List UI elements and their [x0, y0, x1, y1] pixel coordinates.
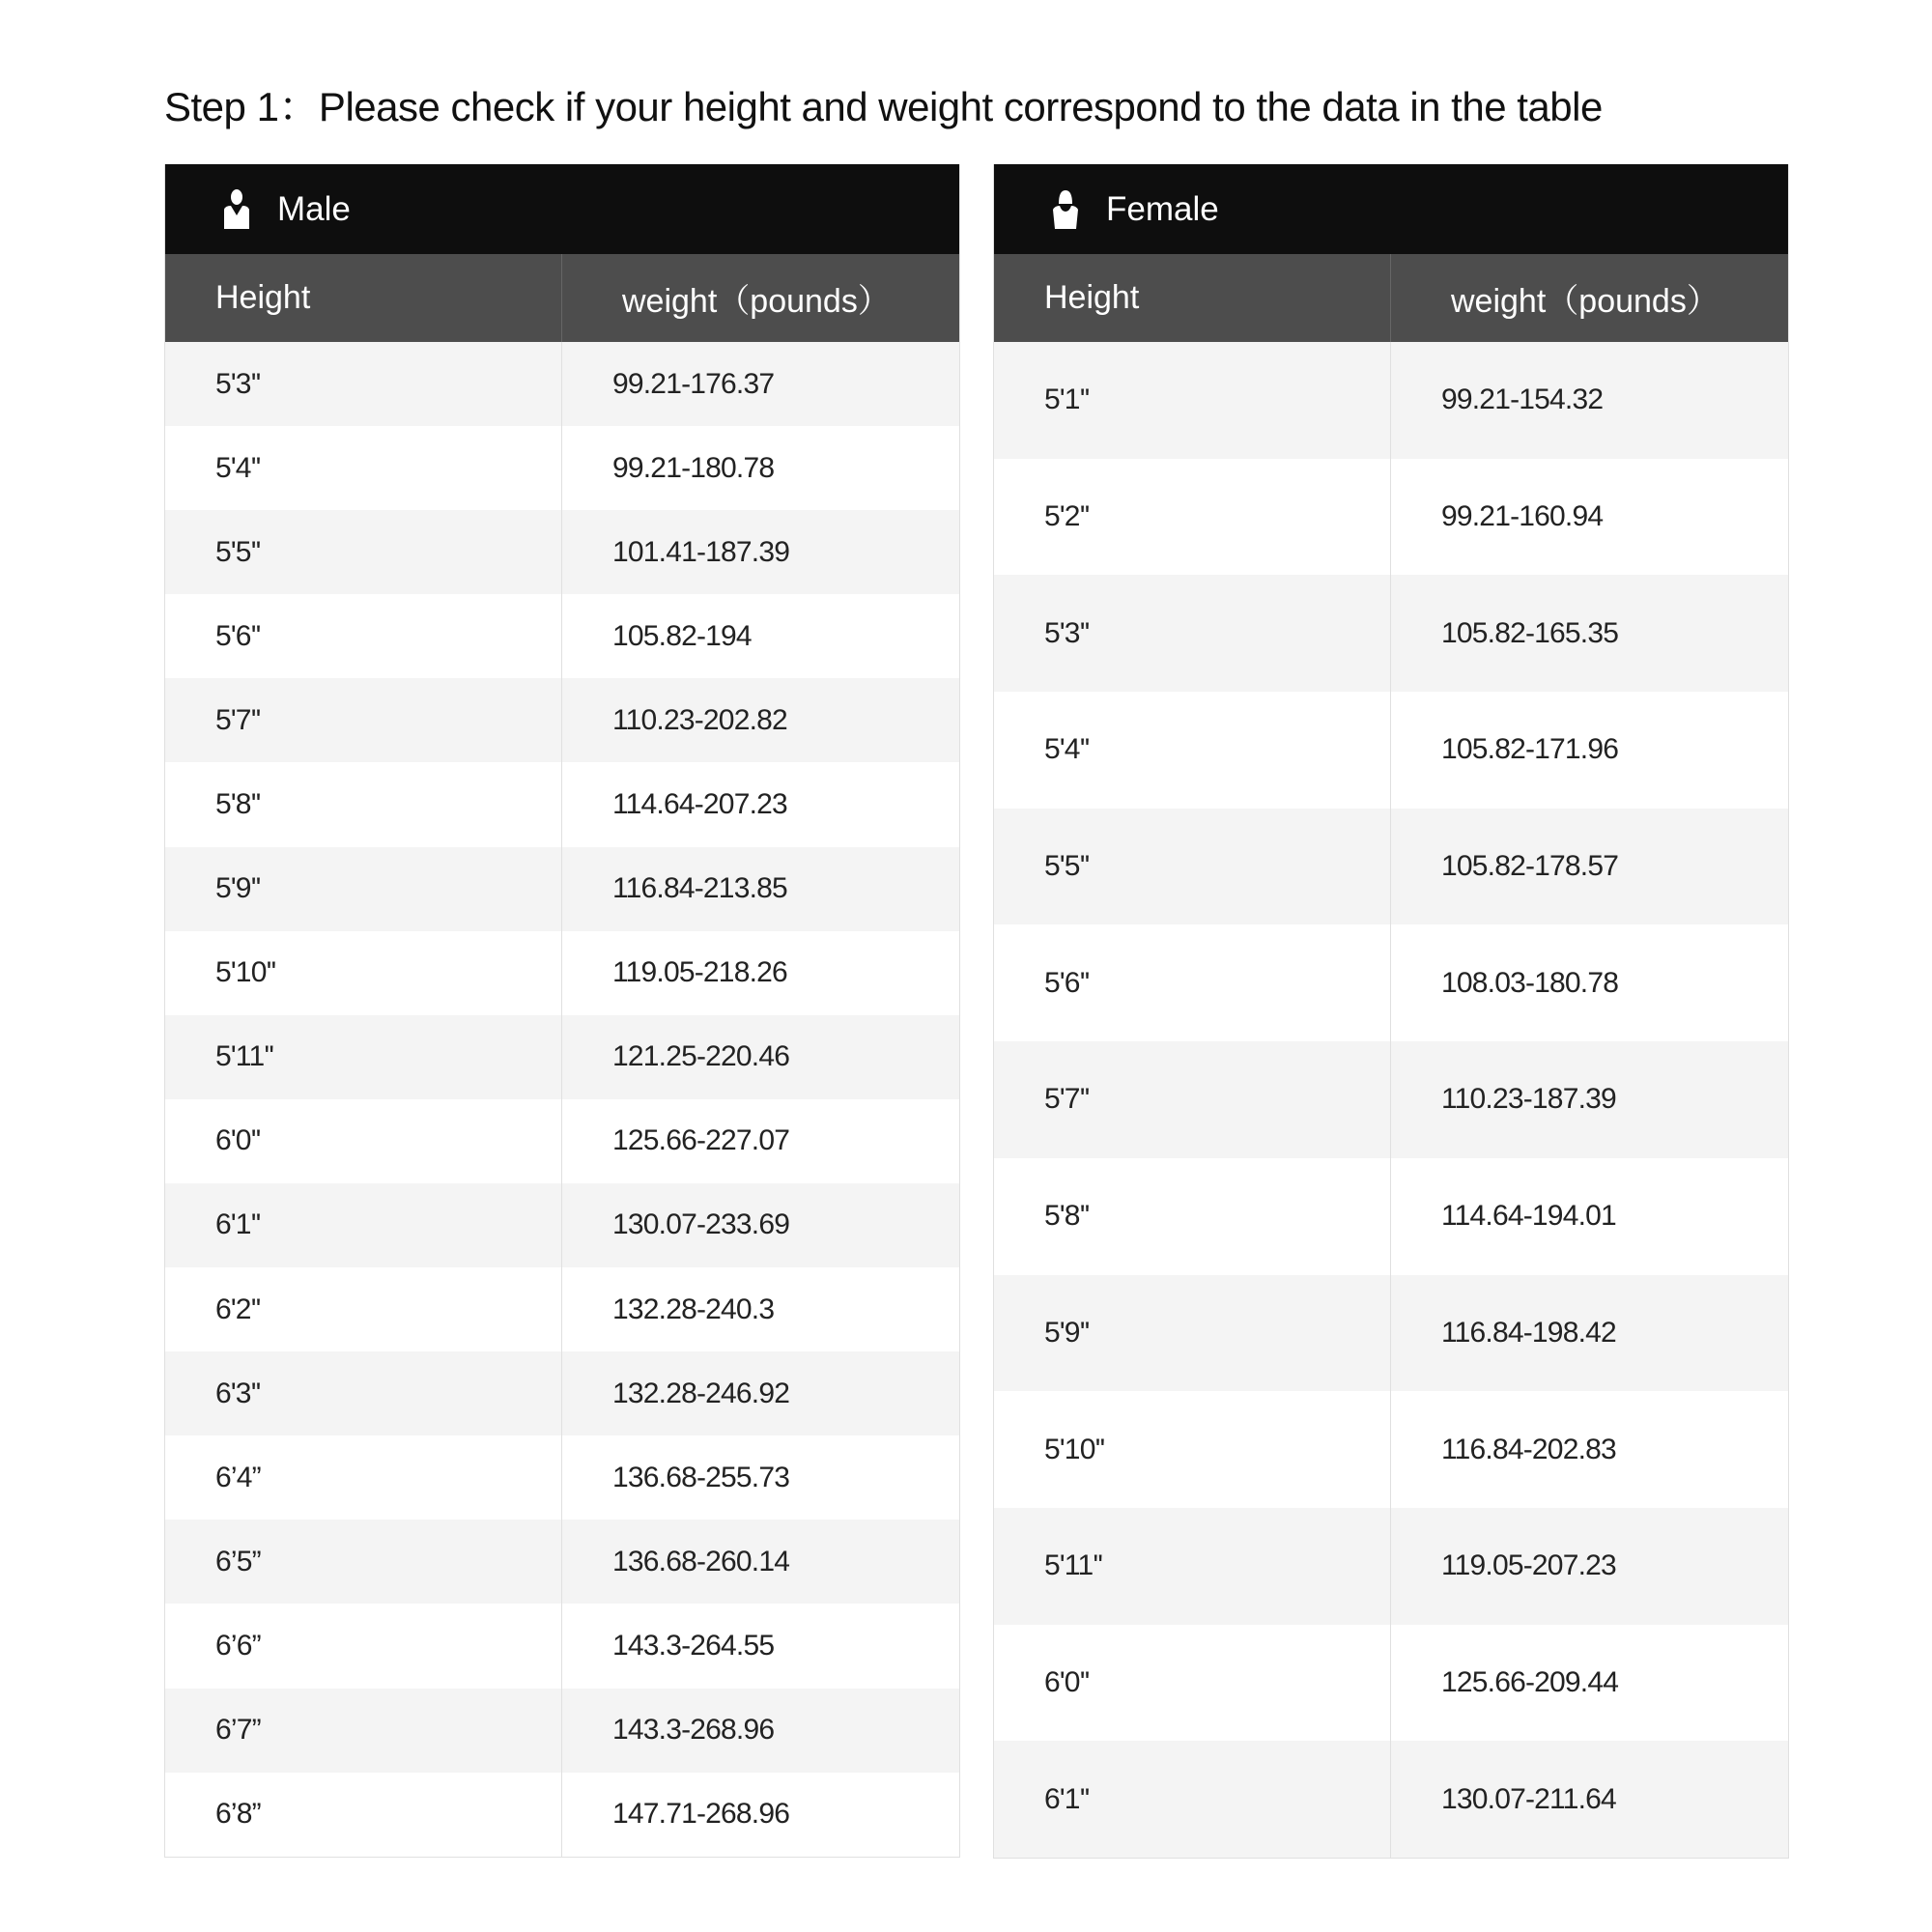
- weight-cell: 119.05-207.23: [1441, 1549, 1616, 1582]
- height-cell: 6'3'': [165, 1351, 562, 1435]
- table-row: [994, 1158, 1788, 1275]
- weight-cell: 136.68-260.14: [612, 1545, 790, 1577]
- height-cell: 5'9'': [994, 1275, 1391, 1392]
- weight-cell: 101.41-187.39: [612, 535, 790, 568]
- weight-cell: 132.28-240.3: [612, 1293, 775, 1325]
- weight-cell: 105.82-165.35: [1441, 616, 1619, 649]
- weight-cell: 105.82-171.96: [1441, 733, 1619, 766]
- height-cell: 5'7'': [165, 678, 562, 762]
- weight-cell: 147.71-268.96: [612, 1798, 790, 1831]
- weight-cell: 99.21-160.94: [1441, 500, 1604, 533]
- height-cell: 5'7'': [994, 1041, 1391, 1158]
- height-cell: 5'11'': [165, 1015, 562, 1099]
- weight-cell: 136.68-255.73: [612, 1461, 790, 1493]
- height-cell: 5'3'': [994, 575, 1391, 692]
- height-cell: 6’5”: [165, 1520, 562, 1604]
- table-row: [165, 678, 959, 762]
- table-row: [165, 1604, 959, 1688]
- table-row: [165, 1773, 959, 1857]
- height-cell: 6’4”: [165, 1435, 562, 1520]
- height-cell: 6’6”: [165, 1604, 562, 1688]
- height-column-header: Height: [165, 254, 562, 342]
- weight-cell: 121.25-220.46: [612, 1040, 790, 1073]
- height-cell: 6’7”: [165, 1689, 562, 1773]
- weight-cell: 125.66-227.07: [612, 1124, 790, 1157]
- weight-column-header: weight（pounds）: [622, 283, 891, 320]
- table-row: [165, 1435, 959, 1520]
- table-row: [165, 762, 959, 846]
- height-cell: 6'0'': [994, 1625, 1391, 1742]
- table-row: [165, 510, 959, 594]
- weight-cell: 108.03-180.78: [1441, 966, 1619, 999]
- weight-column-header: weight（pounds）: [1451, 283, 1719, 320]
- male-size-table: [164, 164, 960, 1858]
- table-row: [994, 1625, 1788, 1742]
- height-cell: 5'11'': [994, 1508, 1391, 1625]
- weight-cell: 116.84-202.83: [1441, 1433, 1616, 1465]
- weight-cell: 105.82-178.57: [1441, 850, 1619, 883]
- table-row: [994, 575, 1788, 692]
- table-row: [994, 924, 1788, 1041]
- table-row: [165, 1267, 959, 1351]
- height-cell: 6'1'': [994, 1741, 1391, 1858]
- table-row: [994, 1275, 1788, 1392]
- table-row: [165, 847, 959, 931]
- weight-cell: 143.3-264.55: [612, 1629, 775, 1662]
- table-row: [165, 1183, 959, 1267]
- weight-cell: 99.21-176.37: [612, 367, 775, 400]
- height-column-header: Height: [994, 254, 1391, 342]
- height-cell: 6’8”: [165, 1773, 562, 1857]
- height-cell: 5'5'': [165, 510, 562, 594]
- height-cell: 5'8'': [994, 1158, 1391, 1275]
- weight-cell: 99.21-154.32: [1441, 384, 1604, 416]
- table-row: [165, 1015, 959, 1099]
- table-row: [994, 342, 1788, 459]
- height-cell: 5'3'': [165, 342, 562, 426]
- height-cell: 6'0'': [165, 1099, 562, 1183]
- weight-cell: 110.23-202.82: [612, 703, 787, 736]
- page-title: Step 1：Please check if your height and weight correspond to the data in the table: [164, 84, 1603, 129]
- table-row: [994, 692, 1788, 809]
- height-cell: 5'6'': [165, 594, 562, 678]
- table-row: [994, 1391, 1788, 1508]
- male-column-headers: [165, 254, 959, 342]
- table-row: [165, 342, 959, 426]
- table-row: [165, 931, 959, 1015]
- height-cell: 5'4'': [165, 426, 562, 510]
- female-label: Female: [1106, 189, 1219, 228]
- table-row: [994, 459, 1788, 576]
- height-cell: 5'1'': [994, 342, 1391, 459]
- weight-cell: 143.3-268.96: [612, 1714, 775, 1747]
- table-row: [165, 1520, 959, 1604]
- table-row: [994, 1508, 1788, 1625]
- weight-cell: 125.66-209.44: [1441, 1665, 1619, 1698]
- weight-cell: 110.23-187.39: [1441, 1083, 1616, 1116]
- height-cell: 5'10'': [165, 931, 562, 1015]
- table-row: [165, 594, 959, 678]
- female-person-icon: [1050, 188, 1081, 231]
- table-row: [165, 1099, 959, 1183]
- weight-cell: 99.21-180.78: [612, 451, 775, 484]
- table-row: [165, 1351, 959, 1435]
- table-row: [994, 1741, 1788, 1858]
- male-label: Male: [277, 189, 351, 228]
- height-cell: 5'6'': [994, 924, 1391, 1041]
- female-table-header: [994, 164, 1788, 254]
- height-cell: 6'1'': [165, 1183, 562, 1267]
- weight-cell: 105.82-194: [612, 619, 752, 652]
- height-cell: 6'2'': [165, 1267, 562, 1351]
- height-cell: 5'4'': [994, 692, 1391, 809]
- height-cell: 5'5'': [994, 809, 1391, 925]
- male-person-icon: [221, 188, 252, 231]
- weight-cell: 116.84-198.42: [1441, 1316, 1616, 1349]
- male-table-header: [165, 164, 959, 254]
- weight-cell: 132.28-246.92: [612, 1377, 790, 1409]
- weight-cell: 130.07-233.69: [612, 1208, 790, 1241]
- height-cell: 5'10'': [994, 1391, 1391, 1508]
- female-column-headers: [994, 254, 1788, 342]
- table-row: [165, 426, 959, 510]
- height-cell: 5'2'': [994, 459, 1391, 576]
- female-size-table: [993, 164, 1789, 1859]
- weight-cell: 114.64-194.01: [1441, 1200, 1616, 1233]
- height-cell: 5'9'': [165, 847, 562, 931]
- weight-cell: 116.84-213.85: [612, 872, 787, 905]
- weight-cell: 114.64-207.23: [612, 788, 787, 821]
- weight-cell: 119.05-218.26: [612, 956, 787, 989]
- table-row: [994, 1041, 1788, 1158]
- height-cell: 5'8'': [165, 762, 562, 846]
- table-row: [165, 1689, 959, 1773]
- weight-cell: 130.07-211.64: [1441, 1782, 1616, 1815]
- table-row: [994, 809, 1788, 925]
